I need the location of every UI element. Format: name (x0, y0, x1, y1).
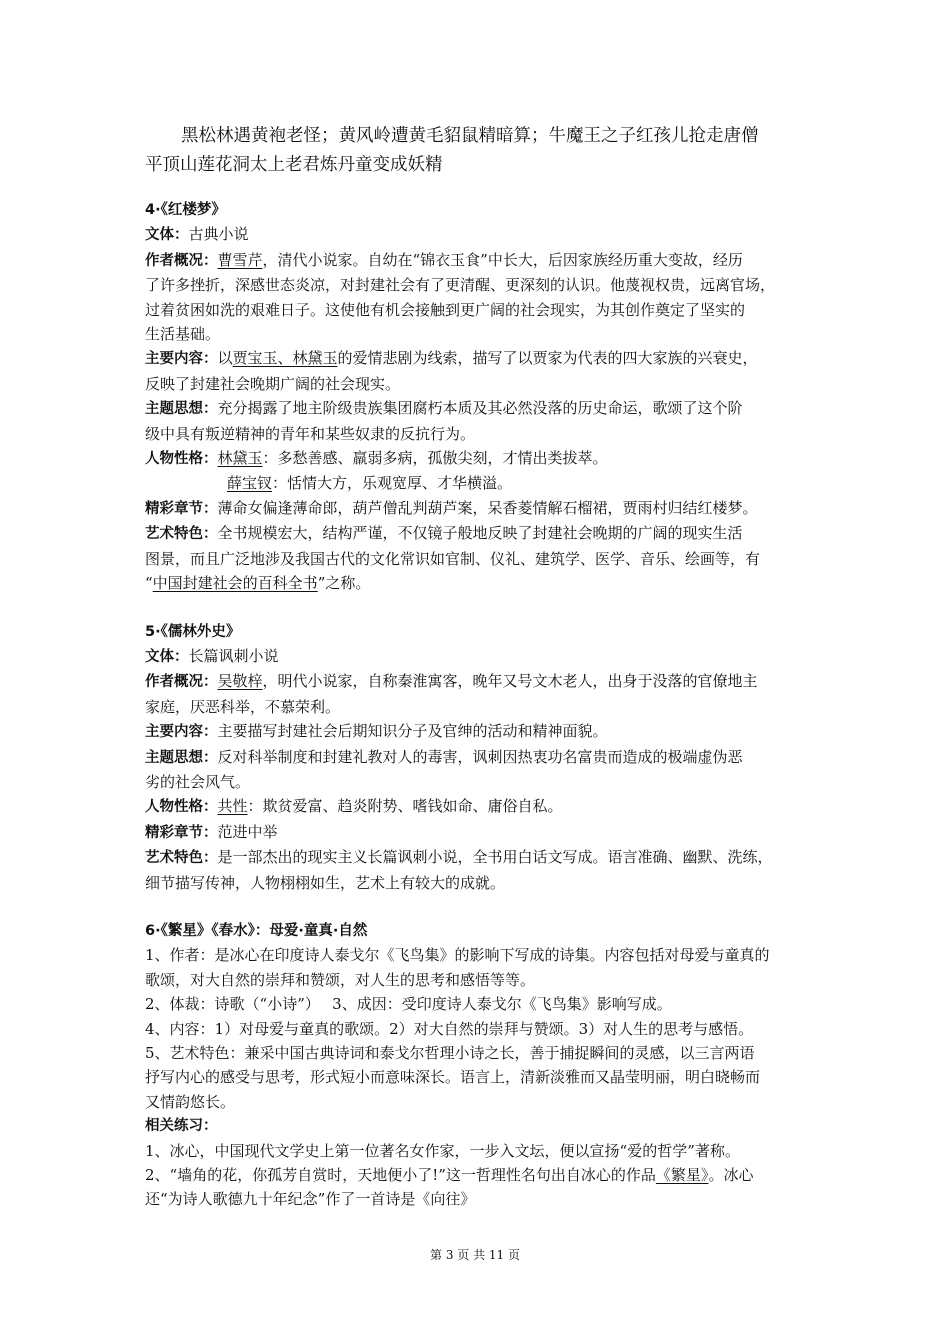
character-desc: ：欺贫爱富、趋炎附势、嗜钱如命、庸俗自私。 (247, 797, 563, 816)
author-label: 作者概况： (145, 674, 218, 691)
question-text: 2、“墙角的花，你孤芳自赏时，天地便小了!”这一哲理性名句出自冰心的作品 (145, 1166, 656, 1185)
author-text-line: 过着贫困如洗的艰难日子。这使他有机会接触到更广阔的社会现实，为其创作奠定了坚实的 (145, 300, 746, 319)
chapters-label: 精彩章节： (145, 824, 218, 841)
text-line: 歌颂，对大自然的崇拜和赞颂，对人生的思考和感悟等等。 (145, 970, 536, 989)
character-row (145, 471, 815, 495)
genre-value: 古典小说 (188, 225, 249, 244)
art-text: 全书规模宏大，结构严谨，不仅镜子般地反映了封建社会晚期的广阔的现实生活 (217, 524, 743, 543)
chapters-row (145, 820, 815, 845)
text-line: 又情韵悠长。 (145, 1092, 236, 1111)
art-label: 艺术特色： (145, 850, 218, 867)
character-desc: ：恬情大方，乐观宽厚、才华横溢。 (272, 474, 513, 493)
art-text-line: 图景，而且广泛地涉及我国古代的文化常识如官制、仪礼、建筑学、医学、音乐、绘画等，有 (145, 549, 761, 568)
character-label: 人物性格： (145, 451, 218, 468)
author-text: ，明代小说家，自称秦淮寓客，晚年又号文木老人，出身于没落的官僚地主 (262, 672, 758, 691)
genre-value: 长篇讽刺小说 (188, 646, 279, 665)
genre-label: 文体： (145, 648, 189, 665)
intro-paragraph (145, 122, 815, 180)
author-label: 作者概况： (145, 252, 218, 269)
content-text: 以 (217, 349, 233, 368)
chapters-label: 精彩章节： (145, 500, 218, 517)
practice-question: 1、冰心，中国现代文学史上第一位著名女作家，一步入文坛，便以宣扬“爱的哲学”著称。 (145, 1141, 740, 1160)
encyclopedia-phrase: 中国封建社会的百科全书 (152, 574, 318, 593)
theme-text-line: 劣的社会风气。 (145, 772, 251, 791)
section-fanxing-chunshui (145, 919, 815, 1212)
character-name: 共性 (217, 797, 248, 816)
character-name: 林黛玉 (217, 449, 263, 468)
content-text-line: 反映了封建社会晚期广阔的社会现实。 (145, 374, 401, 393)
theme-text: 反对科举制度和封建礼教对人的毒害，讽刺因热衷功名富贵而造成的极端虚伪恶 (217, 747, 743, 766)
character-desc: ：多愁善感、羸弱多病，孤傲尖刻，才情出类拔萃。 (262, 449, 608, 468)
genre-row (145, 222, 815, 247)
chapters-row (145, 496, 815, 521)
section-rulinwaishi (145, 620, 815, 895)
theme-label: 主题思想： (145, 749, 218, 766)
theme-row (145, 396, 815, 421)
section-title: 5·《儒林外史》 (145, 623, 241, 640)
art-label: 艺术特色： (145, 526, 218, 543)
character-row (145, 794, 815, 819)
author-text: ，清代小说家。自幼在“锦衣玉食”中长大，后因家族经历重大变故，经历 (262, 250, 743, 269)
author-name: 曹雪芹 (217, 250, 263, 269)
content-label: 主要内容： (145, 724, 218, 741)
theme-label: 主题思想： (145, 401, 218, 418)
document-body (145, 198, 815, 1212)
author-text-line: 生活基础。 (145, 325, 221, 344)
genre-row (145, 644, 815, 669)
content-row (145, 719, 815, 744)
content-label: 主要内容： (145, 351, 218, 368)
theme-text: 充分揭露了地主阶级贵族集团腐朽本质及其必然没落的历史命运，歌颂了这个阶 (217, 399, 743, 418)
practice-question-line: 还“为诗人歌德九十年纪念”作了一首诗是《向往》 (145, 1190, 476, 1209)
content-text: 主要描写封建社会后期知识分子及官绅的活动和精神面貌。 (217, 722, 608, 741)
intro-line: 黑松林遇黄袍老怪；黄风岭遭黄毛貂鼠精暗算；牛魔王之子红孩儿抢走唐僧 (181, 126, 759, 146)
text-line: 2、体裁：诗歌（“小诗”） 3、成因：受印度诗人泰戈尔《飞鸟集》影响写成。 (145, 995, 672, 1014)
text-line: 4、内容：1）对母爱与童真的歌颂。2）对大自然的崇拜与赞颂。3）对人生的思考与感悟。 (145, 1019, 754, 1038)
text-line: 抒写内心的感受与思考，形式短小而意味深长。语言上，清新淡雅而又晶莹明丽，明白晓畅而 (145, 1068, 761, 1087)
art-row (145, 521, 815, 546)
author-row (145, 248, 815, 273)
practice-label: 相关练习： (145, 1118, 218, 1135)
section-title: 6·《繁星》《春水》：母爱·童真·自然 (145, 922, 368, 939)
intro-line: 平顶山莲花洞太上老君炼丹童变成妖精 (145, 155, 443, 175)
quote-mark: “ (145, 574, 153, 593)
theme-text-line: 级中具有叛逆精神的青年和某些奴隶的反抗行为。 (145, 424, 476, 443)
character-label: 人物性格： (145, 799, 218, 816)
page-footer: 第 3 页 共 11 页 (430, 1248, 520, 1262)
content-names: 贾宝玉、林黛玉 (232, 349, 338, 368)
author-text-line: 家庭，厌恶科举，不慕荣利。 (145, 697, 341, 716)
art-text-line: 细节描写传神，人物栩栩如生，艺术上有较大的成就。 (145, 873, 506, 892)
text-line: 1、作者：是冰心在印度诗人泰戈尔《飞鸟集》的影响下写成的诗集。内容包括对母爱与童真的 (145, 946, 770, 965)
author-name: 吴敬梓 (217, 672, 263, 691)
art-text-line (145, 571, 815, 595)
author-text-line: 了许多挫折，深感世态炎凉，对封建社会有了更清醒、更深刻的认识。他蔑视权贵，远离官场， (145, 276, 776, 295)
theme-row (145, 745, 815, 770)
answer-underlined: 《繁星》 (655, 1166, 709, 1185)
text-line: 5、艺术特色：兼采中国古典诗词和泰戈尔哲理小诗之长，善于捕捉瞬间的灵感，以三言两语 (145, 1044, 755, 1062)
art-text: ”之称。 (317, 574, 371, 593)
art-text: 是一部杰出的现实主义长篇讽刺小说，全书用白话文写成。语言准确、幽默、洗练， (217, 848, 773, 867)
character-row (145, 446, 815, 471)
character-name: 薛宝钗 (227, 474, 273, 493)
art-row (145, 845, 815, 870)
question-text: 。冰心 (708, 1166, 754, 1185)
practice-question (145, 1163, 815, 1187)
content-row (145, 346, 815, 371)
section-hongloumeng (145, 198, 815, 596)
genre-label: 文体： (145, 227, 189, 244)
author-row (145, 669, 815, 694)
chapters-text: 范进中举 (217, 822, 278, 841)
chapters-text: 薄命女偏逢薄命郎，葫芦僧乱判葫芦案，呆香菱情解石榴裙，贾雨村归结红楼梦。 (217, 498, 758, 517)
content-text: 的爱情悲剧为线索，描写了以贾家为代表的四大家族的兴衰史， (337, 349, 758, 368)
section-title: 4·《红楼梦》 (145, 202, 226, 218)
